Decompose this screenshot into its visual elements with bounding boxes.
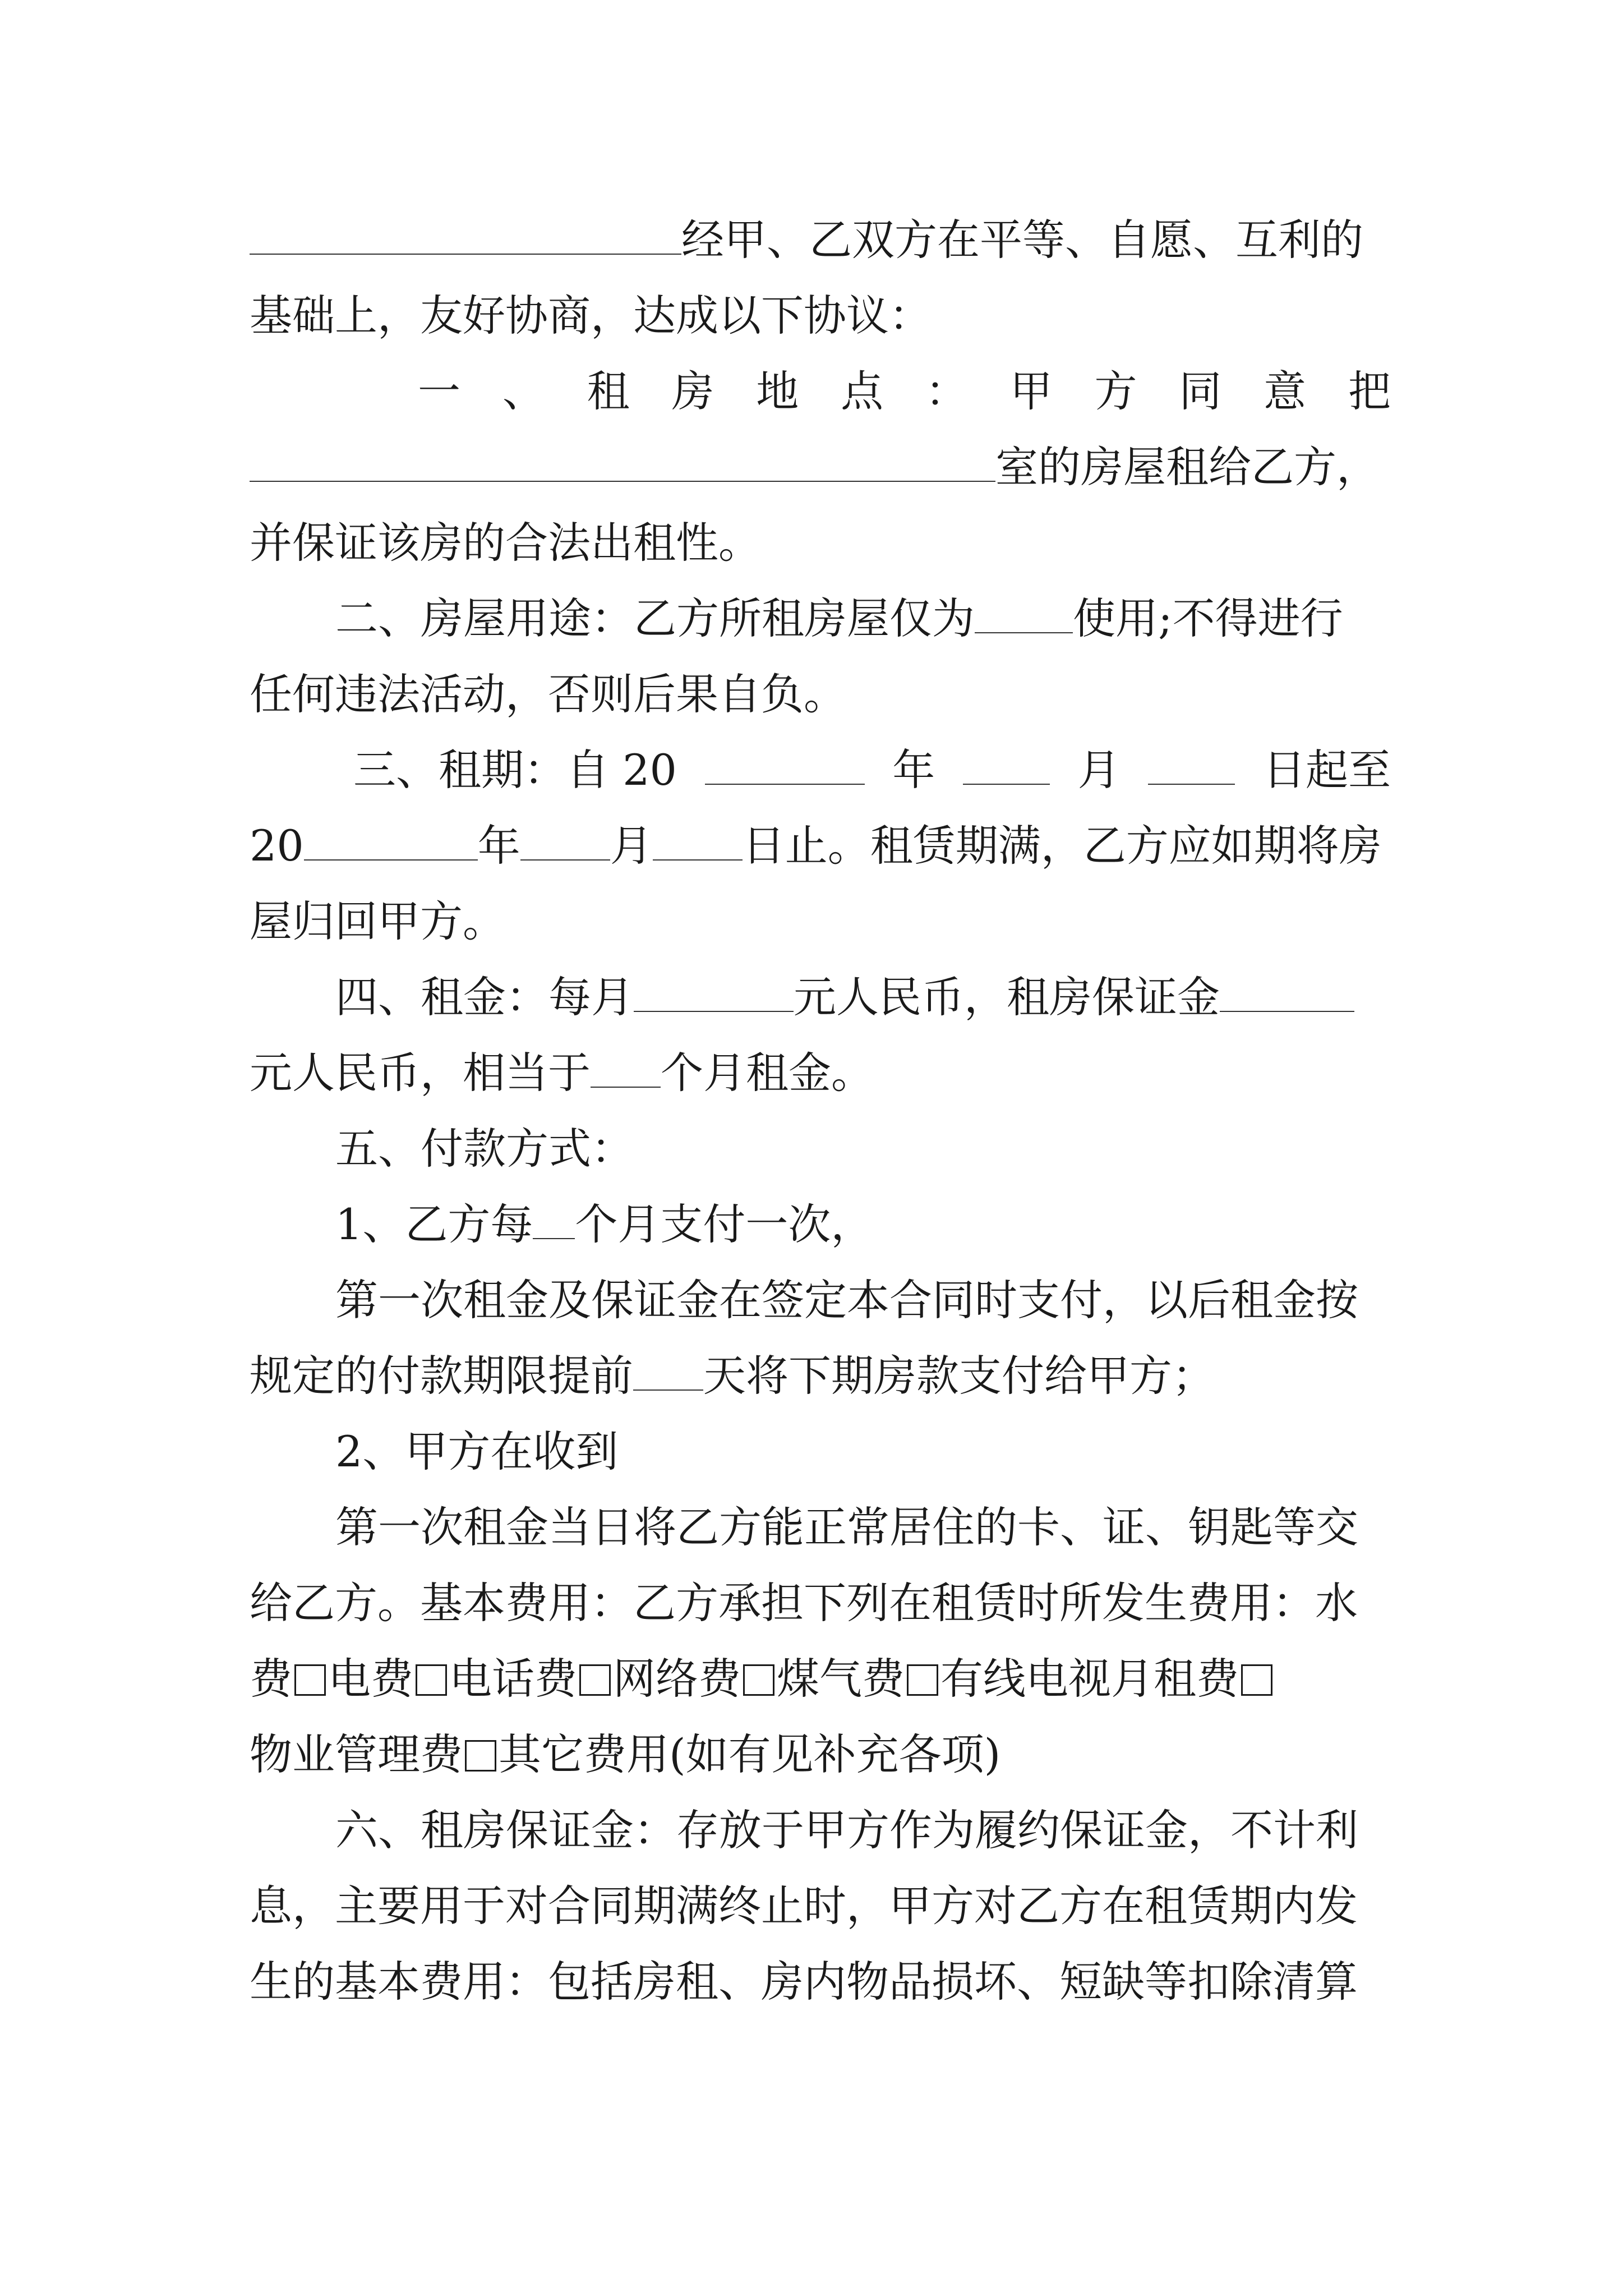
text-8d: 日起至 <box>1263 745 1391 795</box>
char: 把 <box>1348 366 1391 416</box>
line-14 <box>335 1197 1391 1253</box>
line-15 <box>335 1272 1391 1328</box>
blank-end-year <box>304 818 478 861</box>
blank-months <box>591 1045 661 1088</box>
line-24 <box>250 1954 1391 2010</box>
line-18 <box>335 1499 1391 1556</box>
line-1 <box>250 212 1391 268</box>
line-23 <box>250 1878 1391 1934</box>
char: 意 <box>1264 366 1307 416</box>
text-4: 室的房屋租给乙方， <box>995 442 1379 492</box>
blank-days-ahead <box>633 1348 703 1391</box>
text-12b: 个月租金。 <box>661 1048 874 1098</box>
text-1: 经甲、乙双方在平等、自愿、互利的 <box>681 215 1363 265</box>
text-16a: 规定的付款期限提前 <box>250 1351 633 1401</box>
text-12a: 元人民币，相当于 <box>250 1048 591 1098</box>
char: ： <box>925 366 968 416</box>
text-9c: 月 <box>610 821 653 871</box>
char: 甲 <box>1009 366 1053 416</box>
text-9b: 年 <box>477 821 520 871</box>
line-5 <box>250 515 1391 571</box>
checkbox-property[interactable] <box>1241 1664 1272 1696</box>
char: 地 <box>756 366 799 416</box>
text-9a: 20 <box>250 821 304 871</box>
text-10: 屋归回甲方。 <box>250 896 505 946</box>
blank-start-year <box>705 742 865 785</box>
line-10 <box>250 894 1391 950</box>
char: 方 <box>1094 366 1137 416</box>
text-20a: 费 <box>250 1654 292 1704</box>
line-20 <box>250 1651 1391 1707</box>
text-21b: 其它费用(如有见补充各项) <box>499 1729 1001 1779</box>
text-18: 第一次租金当日将乙方能正常居住的卡、证、钥匙等交 <box>335 1502 1358 1552</box>
char: 租 <box>587 366 630 416</box>
line-2 <box>250 288 1391 344</box>
char: 、 <box>502 366 545 416</box>
line-11 <box>335 969 1391 1025</box>
line-12 <box>250 1045 1391 1101</box>
text-6b: 使用;不得进行 <box>1073 593 1343 643</box>
text-20c: 电话费 <box>449 1654 577 1704</box>
blank-usage <box>975 591 1073 633</box>
text-7: 任何违法活动，否则后果自负。 <box>250 669 846 719</box>
text-21a: 物业管理费 <box>250 1729 463 1779</box>
text-15: 第一次租金及保证金在签定本合同时支付，以后租金按 <box>335 1275 1358 1325</box>
blank-end-month <box>520 818 610 861</box>
text-8b: 年 <box>892 745 935 795</box>
blank-party-info <box>250 212 681 255</box>
line-6 <box>335 591 1391 647</box>
checkbox-cable-tv[interactable] <box>907 1664 938 1696</box>
text-6a: 二、房屋用途：乙方所租房屋仅为 <box>335 593 975 643</box>
text-14a: 1、乙方每 <box>335 1199 533 1249</box>
text-5: 并保证该房的合法出租性。 <box>250 518 761 568</box>
text-16b: 天将下期房款支付给甲方； <box>703 1351 1215 1401</box>
char: 同 <box>1179 366 1222 416</box>
text-24: 生的基本费用：包括房租、房内物品损坏、短缺等扣除清算 <box>250 1957 1358 2007</box>
text-13: 五、付款方式： <box>335 1124 634 1174</box>
line-22 <box>335 1802 1391 1858</box>
blank-monthly-rent <box>634 969 794 1012</box>
text-8c: 月 <box>1077 745 1121 795</box>
line-17 <box>335 1424 1391 1480</box>
line-3 <box>418 364 1391 420</box>
line-9 <box>250 818 1391 874</box>
text-23: 息，主要用于对合同期满终止时，甲方对乙方在租赁期内发 <box>250 1881 1358 1931</box>
text-20e: 煤气费 <box>777 1654 905 1704</box>
checkbox-gas[interactable] <box>743 1664 774 1696</box>
line-4 <box>250 439 1391 495</box>
blank-start-day <box>1148 742 1235 785</box>
checkbox-electricity[interactable] <box>294 1664 326 1696</box>
char: 一 <box>418 366 460 416</box>
text-11a: 四、租金：每月 <box>335 972 634 1022</box>
text-11b: 元人民币，租房保证金 <box>794 972 1220 1022</box>
blank-start-month <box>963 742 1050 785</box>
text-20d: 网络费 <box>613 1654 741 1704</box>
text-22: 六、租房保证金：存放于甲方作为履约保证金，不计利 <box>335 1805 1358 1855</box>
char: 点 <box>841 366 884 416</box>
blank-deposit <box>1220 969 1354 1012</box>
text-20b: 电费 <box>328 1654 413 1704</box>
line-21 <box>250 1727 1391 1783</box>
text-14b: 个月支付一次， <box>575 1199 874 1249</box>
checkbox-other[interactable] <box>465 1740 496 1772</box>
blank-address <box>250 439 995 482</box>
line-19 <box>250 1575 1391 1631</box>
line-7 <box>250 666 1391 723</box>
line-13 <box>335 1121 1391 1177</box>
text-8a: 三、租期：自 20 <box>353 745 677 795</box>
text-19: 给乙方。基本费用：乙方承担下列在租赁时所发生费用：水 <box>250 1578 1358 1628</box>
blank-end-day <box>653 818 743 861</box>
blank-pay-interval <box>533 1197 575 1239</box>
line-8 <box>353 742 1391 798</box>
text-9d: 日止。租赁期满，乙方应如期将房 <box>742 821 1382 871</box>
text-2: 基础上，友好协商，达成以下协议： <box>250 291 932 341</box>
char: 房 <box>671 366 714 416</box>
line-16 <box>250 1348 1391 1404</box>
text-20f: 有线电视月租费 <box>940 1654 1239 1704</box>
text-17: 2、甲方在收到 <box>335 1427 619 1476</box>
checkbox-phone[interactable] <box>416 1664 447 1696</box>
checkbox-network[interactable] <box>579 1664 611 1696</box>
